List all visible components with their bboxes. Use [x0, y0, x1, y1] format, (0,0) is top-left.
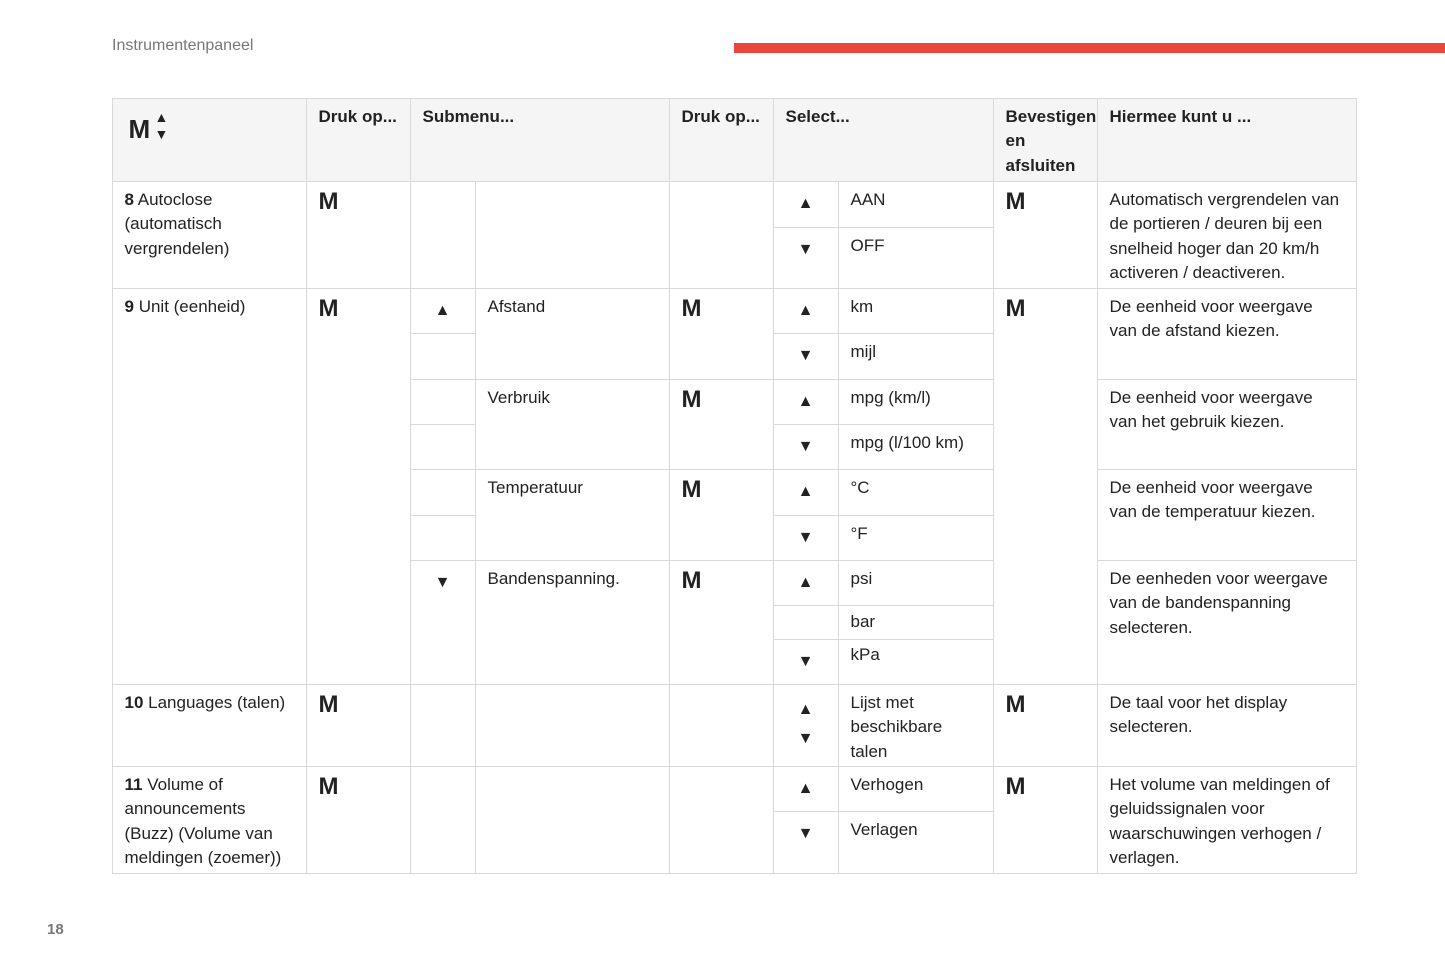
row-10-description: De taal voor het display selecteren. [1097, 684, 1357, 767]
verbruik-description: De eenheid voor weergave van het gebruik kiezen. [1097, 379, 1357, 470]
submenu-bandenspanning: Bandenspanning. [475, 560, 670, 685]
m-key: M [993, 288, 1098, 685]
empty-cell [669, 766, 774, 874]
down-arrow-icon: ▼ [773, 811, 839, 874]
up-arrow-icon: ▲ [773, 560, 839, 606]
empty-cell [669, 181, 774, 289]
m-button-icon: M [128, 113, 151, 144]
bandenspanning-description: De eenheden voor weergave van de bandenspanning selecteren. [1097, 560, 1357, 685]
submenu-afstand: Afstand [475, 288, 670, 380]
row-number: 9 [124, 296, 134, 316]
afstand-description: De eenheid voor weergave van de afstand kiezen. [1097, 288, 1357, 380]
empty-cell [410, 333, 476, 380]
submenu-verbruik: Verbruik [475, 379, 670, 470]
option-mpg-kml: mpg (km/l) [838, 379, 994, 425]
option-psi: psi [838, 560, 994, 606]
page-number: 18 [47, 921, 64, 938]
temperatuur-description: De eenheid voor weergave van de temperatuur kiezen. [1097, 469, 1357, 561]
empty-cell [410, 424, 476, 470]
empty-cell [410, 766, 476, 874]
m-key: M [306, 288, 411, 685]
empty-cell [669, 684, 774, 767]
option-verlagen: Verlagen [838, 811, 994, 874]
down-arrow-icon: ▼ [773, 639, 839, 685]
row-number: 11 [124, 774, 143, 794]
empty-cell [475, 684, 670, 767]
row-11-description: Het volume van meldingen of geluidssignalen voor waarschuwingen verhogen / verlagen. [1097, 766, 1357, 874]
option-celsius: °C [838, 469, 994, 516]
option-mijl: mijl [838, 333, 994, 380]
m-key: M [306, 766, 411, 874]
empty-cell [410, 469, 476, 516]
m-key: M [306, 181, 411, 289]
submenu-temperatuur: Temperatuur [475, 469, 670, 561]
up-arrow-icon: ▲ [773, 288, 839, 334]
up-arrow-icon: ▲ [410, 288, 476, 334]
row-name: Languages (talen) [143, 692, 286, 712]
m-key: M [993, 766, 1098, 874]
header-select: Select... [773, 98, 994, 182]
row-number: 8 [124, 189, 134, 209]
up-arrow-icon: ▲ [773, 181, 839, 228]
empty-cell [410, 181, 476, 289]
m-key: M [669, 288, 774, 380]
row-name: Autoclose (automatisch vergrendelen) [124, 189, 230, 258]
row-8-description: Automatisch vergrendelen van de portieren / deuren bij een snelheid hoger dan 20 km/h activeren / deactiveren. [1097, 181, 1357, 289]
empty-cell [475, 181, 670, 289]
down-arrow-icon: ▼ [773, 424, 839, 470]
up-down-arrow-icon [773, 684, 839, 767]
header-press: Druk op... [306, 98, 411, 182]
option-aan: AAN [838, 181, 994, 228]
m-key: M [669, 379, 774, 470]
header-m-icon-cell [112, 98, 307, 182]
header-press-2: Druk op... [669, 98, 774, 182]
empty-cell [410, 515, 476, 561]
down-arrow-icon: ▼ [797, 729, 814, 747]
m-key: M [669, 560, 774, 685]
up-arrow-icon: ▲ [773, 379, 839, 425]
empty-cell [773, 605, 839, 640]
header-description: Hiermee kunt u ... [1097, 98, 1357, 182]
row-8-label [112, 181, 307, 289]
option-bar: bar [838, 605, 994, 640]
up-down-arrows-icon: ▲▼ [154, 108, 169, 142]
down-arrow-icon: ▼ [773, 515, 839, 561]
row-name: Unit (eenheid) [133, 296, 246, 316]
row-number: 10 [124, 692, 144, 712]
option-verhogen: Verhogen [838, 766, 994, 812]
row-name: Volume of announcements (Buzz) (Volume van meldingen (zoemer)) [124, 774, 282, 867]
header-submenu: Submenu... [410, 98, 670, 182]
option-km: km [838, 288, 994, 334]
option-fahrenheit: °F [838, 515, 994, 561]
option-mpg-l100: mpg (l/100 km) [838, 424, 994, 470]
empty-cell [410, 684, 476, 767]
section-title: Instrumentenpaneel [112, 37, 254, 54]
accent-bar [734, 43, 1445, 53]
down-arrow-icon: ▼ [773, 333, 839, 380]
up-arrow-icon: ▲ [797, 700, 814, 718]
empty-cell [475, 766, 670, 874]
row-11-label [112, 766, 307, 874]
option-off: OFF [838, 227, 994, 289]
option-kpa: kPa [838, 639, 994, 685]
up-arrow-icon: ▲ [773, 469, 839, 516]
empty-cell [410, 379, 476, 425]
up-arrow-icon: ▲ [773, 766, 839, 812]
m-key: M [306, 684, 411, 767]
row-9-label [112, 288, 307, 685]
m-key: M [669, 469, 774, 561]
header-confirm: Bevestigen en afsluiten [993, 98, 1098, 182]
m-key: M [993, 684, 1098, 767]
down-arrow-icon: ▼ [773, 227, 839, 289]
m-key: M [993, 181, 1098, 289]
row-10-label [112, 684, 307, 767]
down-arrow-icon: ▼ [410, 560, 476, 685]
option-language-list: Lijst met beschikbare talen [838, 684, 994, 767]
